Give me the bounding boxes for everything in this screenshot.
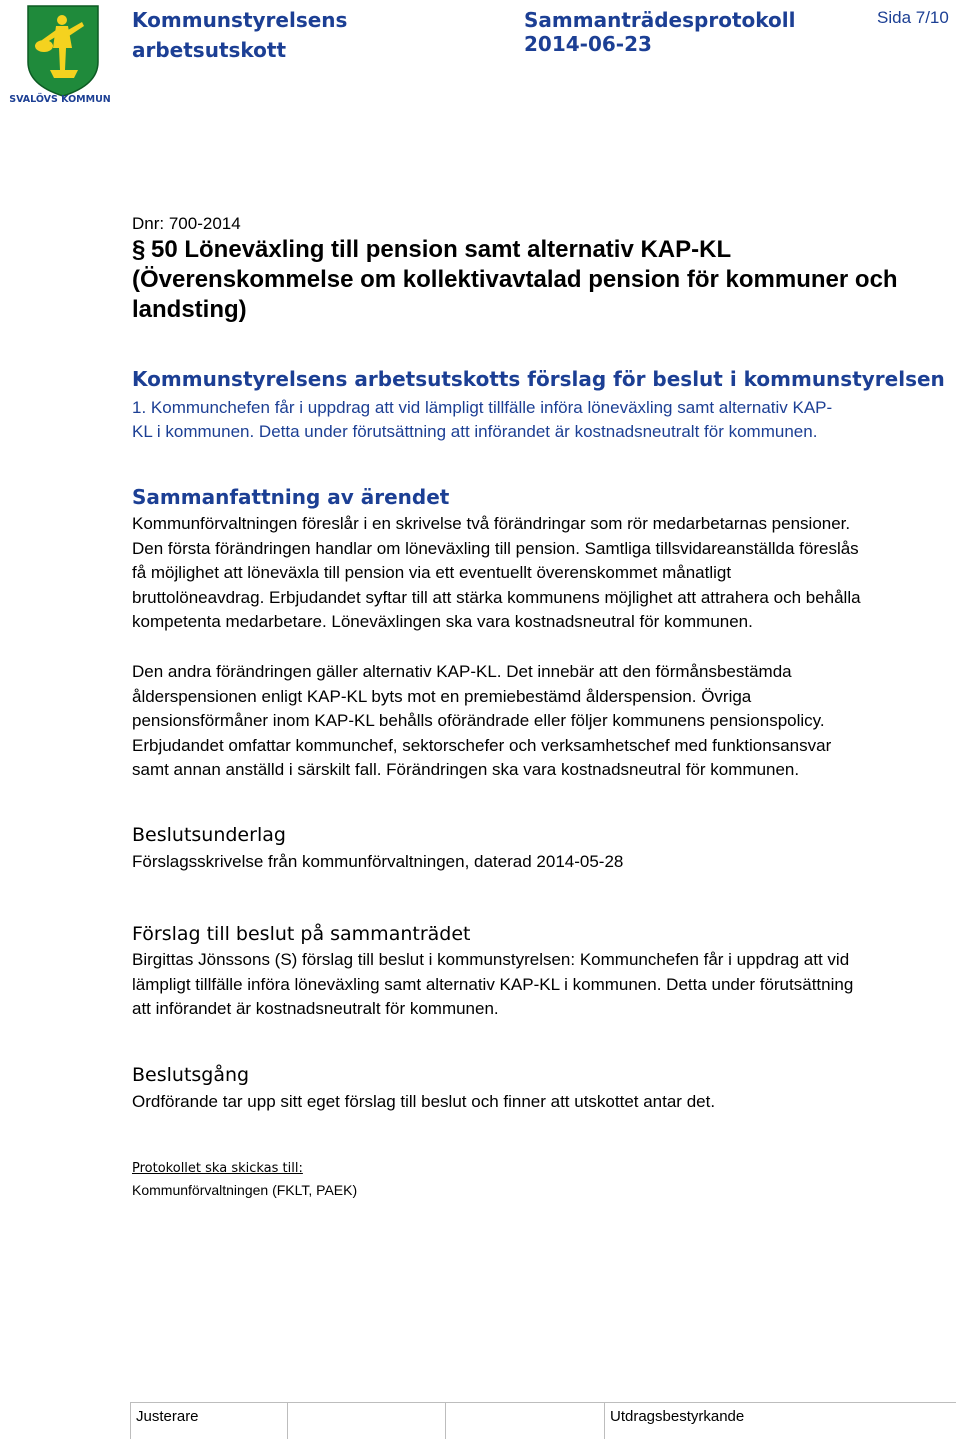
utdragsbestyrkande-label: Utdragsbestyrkande xyxy=(610,1408,745,1425)
meeting-date: 2014-06-23 xyxy=(524,32,652,56)
summary-p1-line: få möjlighet att löneväxla till pension via ett eventuellt överenskommet månatligt xyxy=(132,563,732,582)
meeting-proposal-line: lämpligt tillfälle införa löneväxling samt alternativ KAP-KL i kommunen. Detta under förutsättning xyxy=(132,974,854,994)
summary-p2-line: ålderspensionen enligt KAP-KL byts mot en premiebestämd ålderspension. Övriga xyxy=(132,686,752,706)
meeting-proposal-text xyxy=(132,948,958,1022)
distribution-recipient: Kommunförvaltningen (FKLT, PAEK) xyxy=(132,1182,358,1198)
committee-proposal-line2: KL i kommunen. Detta under förutsättning att införandet är kostnadsneutralt för kommunen. xyxy=(132,422,818,441)
document-type: Sammanträdesprotokoll xyxy=(524,8,796,32)
municipality-logo xyxy=(10,4,114,108)
item-title-line1: 50 Löneväxling till pension samt alternativ KAP-KL xyxy=(151,236,732,263)
summary-p2-line: pensionsförmåner inom KAP-KL behålls oförändrade eller följer kommunens pensionspolicy. xyxy=(132,711,825,730)
summary-paragraph-1 xyxy=(132,512,958,635)
item-title xyxy=(132,235,952,325)
meeting-proposal-line: att införandet är kostnadsneutralt för kommunen. xyxy=(132,999,499,1018)
summary-paragraph-2 xyxy=(132,660,958,783)
decision-procedure-text: Ordförande tar upp sitt eget förslag till beslut och finner att utskottet antar det. xyxy=(132,1092,716,1111)
signature-cell xyxy=(445,1403,605,1439)
decision-procedure-heading: Beslutsgång xyxy=(132,1064,250,1086)
coat-of-arms-icon xyxy=(10,4,114,108)
summary-p2-line: samt annan anställd i särskilt fall. Förändringen ska vara kostnadsneutral för kommunen. xyxy=(132,760,800,779)
meeting-proposal-heading: Förslag till beslut på sammanträdet xyxy=(132,923,471,945)
case-number: Dnr: 700-2014 xyxy=(132,214,241,233)
summary-heading: Sammanfattning av ärendet xyxy=(132,485,450,509)
page-number: Sida 7/10 xyxy=(877,8,949,27)
committee-proposal-line1: 1. Kommunchefen får i uppdrag att vid lämpligt tillfälle införa löneväxling samt alternativ KAP- xyxy=(132,398,833,417)
decision-basis-text: Förslagsskrivelse från kommunförvaltningen, daterad 2014-05-28 xyxy=(132,852,624,871)
summary-p1-line: bruttolöneavdrag. Erbjudandet syftar till att stärka kommunens möjlighet att attrahera och behålla xyxy=(132,587,861,607)
signature-cell xyxy=(287,1403,446,1439)
signature-table xyxy=(130,1402,956,1439)
summary-p2-line: Den andra förändringen gäller alternativ KAP-KL. Det innebär att den förmånsbestämda xyxy=(132,662,792,681)
section-sign-icon: § xyxy=(132,236,146,263)
decision-basis-heading: Beslutsunderlag xyxy=(132,824,286,846)
org-name-line2: arbetsutskott xyxy=(132,38,287,62)
item-title-line3: landsting) xyxy=(132,296,247,323)
justerare-label: Justerare xyxy=(136,1408,199,1425)
summary-p2-line: Erbjudandet omfattar kommunchef, sektorschefer och verksamhetschef med funktionsansvar xyxy=(132,735,832,755)
org-name-line1: Kommunstyrelsens xyxy=(132,8,348,32)
summary-p1-line: Kommunförvaltningen föreslår i en skrivelse två förändringar som rör medarbetarnas pensioner. xyxy=(132,514,851,533)
summary-p1-line: Den första förändringen handlar om löneväxling till pension. Samtliga tillsvidareanställda föreslås xyxy=(132,538,859,558)
committee-proposal-heading: Kommunstyrelsens arbetsutskotts förslag för beslut i kommunstyrelsen xyxy=(132,367,945,391)
meeting-proposal-line: Birgittas Jönssons (S) förslag till beslut i kommunstyrelsen: Kommunchefen får i uppdrag att vid xyxy=(132,950,850,969)
distribution-label: Protokollet ska skickas till: xyxy=(132,1161,303,1176)
summary-p1-line: kompetenta medarbetare. Löneväxlingen ska vara kostnadsneutral för kommunen. xyxy=(132,612,753,631)
logo-caption: SVALÖVS KOMMUN xyxy=(9,94,111,105)
item-title-line2: (Överenskommelse om kollektivavtalad pension för kommuner och xyxy=(132,266,898,293)
